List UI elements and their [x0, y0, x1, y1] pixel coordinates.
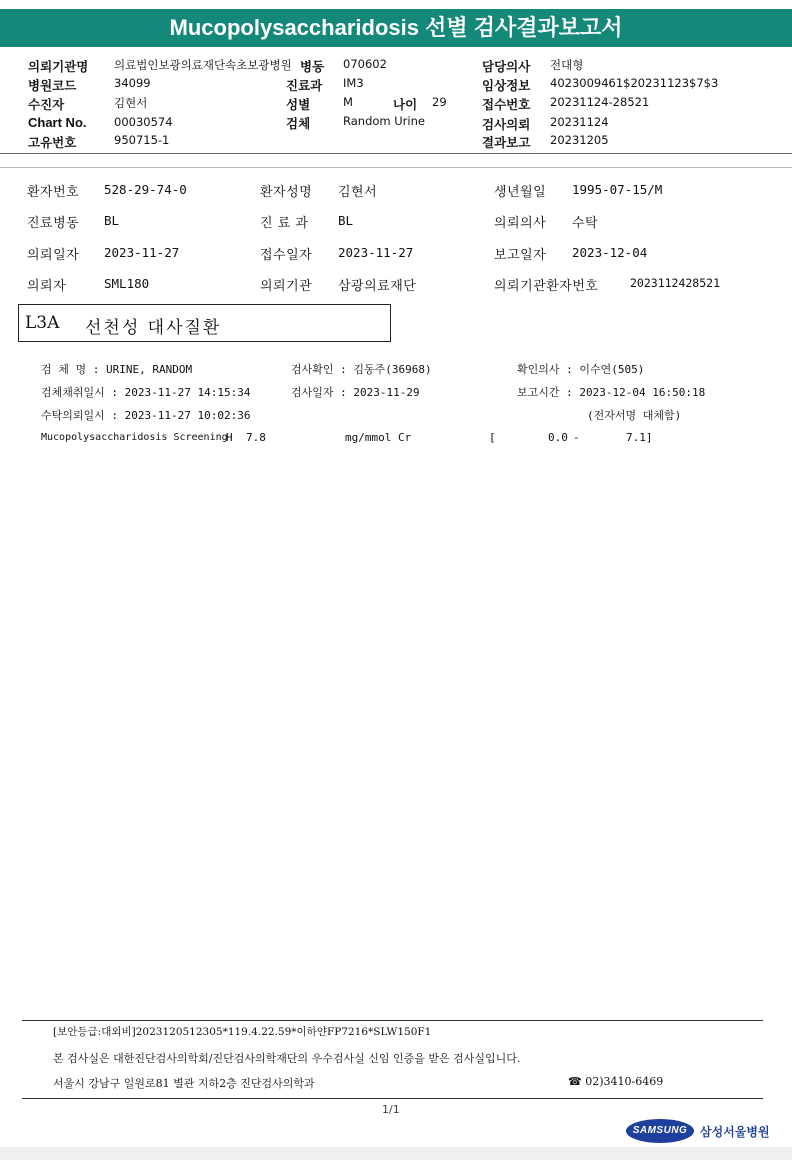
sex-label: 성별: [286, 97, 311, 112]
clinical-label: 임상정보: [482, 78, 531, 93]
repdate-value: 2023-12-04: [572, 245, 648, 260]
institution-label: 의뢰기관명: [28, 59, 89, 74]
result-ref-high: 7.1]: [626, 431, 653, 444]
footer-top-rule: [22, 1020, 763, 1021]
reqdate-value: 2023-11-27: [104, 245, 180, 260]
chart-value: 00030574: [114, 115, 173, 129]
result-ref-low: 0.0: [548, 431, 568, 444]
ward-label: 진료병동: [27, 216, 80, 231]
footer-bottom-rule: [22, 1098, 763, 1099]
result-test-name: Mucopolysaccharidosis Screening: [41, 432, 228, 443]
dept-value: IM3: [343, 76, 364, 90]
result-unit: mg/mmol Cr: [345, 431, 412, 444]
instpid-label: 의뢰기관환자번호: [494, 279, 599, 294]
req-doctor-label: 의뢰의사: [494, 216, 547, 231]
name-label: 환자성명: [260, 185, 313, 200]
section-header-box: [18, 304, 391, 342]
dept-label: 진 료 과: [260, 216, 309, 231]
recdate-label: 접수일자: [260, 248, 313, 263]
recdate-value: 2023-11-27: [338, 245, 414, 260]
institution-value: 의료법인보광의료재단속초보광병원: [114, 58, 292, 72]
result-ref-sep: -: [573, 431, 580, 444]
report-label: 결과보고: [482, 135, 531, 150]
unique-value: 950715-1: [114, 133, 170, 147]
detail-confirm: 검사확인 : 김동주(36968): [291, 363, 432, 376]
dob-value: 1995-07-15/M: [572, 182, 663, 197]
repdate-label: 보고일자: [494, 248, 547, 263]
pid-value: 528-29-74-0: [104, 182, 187, 197]
detail-collect: 검체채취일시 : 2023-11-27 14:15:34: [41, 386, 251, 399]
dept-label: 진료과: [286, 78, 323, 93]
request-value: 20231124: [550, 115, 609, 129]
ward-label: 병동: [300, 59, 325, 74]
detail-confirm-doctor: 확인의사 : 이수연(505): [517, 363, 645, 376]
ward-value: 070602: [343, 57, 387, 71]
section-code: L3A: [25, 313, 60, 333]
patient-value: 김현서: [114, 96, 148, 110]
dob-label: 생년월일: [494, 185, 547, 200]
inst-value: 삼광의료재단: [338, 279, 417, 294]
footer-phone: ☎ 02)3410-6469: [568, 1075, 664, 1088]
reqdate-label: 의뢰일자: [27, 248, 80, 263]
header-divider: [0, 153, 792, 154]
patient-label: 수진자: [28, 97, 65, 112]
req-doctor-value: 수탁: [572, 216, 599, 231]
receipt-value: 20231124-28521: [550, 95, 650, 109]
clinical-value: 4023009461$20231123$7$3: [550, 76, 719, 90]
instpid-value: 2023112428521: [630, 276, 721, 290]
samsung-logo-icon: SAMSUNG: [626, 1119, 694, 1143]
specimen-label: 검체: [286, 116, 311, 131]
detail-consign: 수탁의뢰일시 : 2023-11-27 10:02:36: [41, 409, 251, 422]
age-label: 나이: [393, 97, 418, 112]
detail-specimen: 검 체 명 : URINE, RANDOM: [41, 363, 193, 376]
request-label: 검사의뢰: [482, 117, 531, 132]
hospcode-label: 병원코드: [28, 78, 77, 93]
pid-label: 환자번호: [27, 185, 80, 200]
result-value: 7.8: [246, 431, 266, 444]
detail-esign: (전자서명 대체함): [587, 409, 682, 422]
doctor-value: 전대형: [550, 58, 584, 72]
detail-testdate: 검사일자 : 2023-11-29: [291, 386, 420, 399]
hospital-logo-text: 삼성서울병원: [700, 1125, 770, 1139]
dept-value: BL: [338, 213, 354, 228]
name-value: 김현서: [338, 185, 378, 200]
ward-value: BL: [104, 213, 120, 228]
requester-value: SML180: [104, 276, 150, 291]
inst-label: 의뢰기관: [260, 279, 313, 294]
footer-cert: 본 검사실은 대한진단검사의학회/진단검사의학재단의 우수검사실 신임 인증을 받은 검사실입니다.: [53, 1052, 521, 1065]
result-flag: H: [226, 431, 233, 444]
report-value: 20231205: [550, 133, 609, 147]
receipt-label: 접수번호: [482, 97, 531, 112]
unique-label: 고유번호: [28, 135, 77, 150]
footer-address: 서울시 강남구 일원로81 별관 지하2층 진단검사의학과: [53, 1077, 315, 1090]
chart-label: Chart No.: [28, 115, 87, 130]
sex-value: M: [343, 95, 353, 109]
footer-security: [보안등급:대외비]2023120512305*119.4.22.59*이하얀FP7216*SLW150F1: [53, 1026, 432, 1038]
requester-label: 의뢰자: [27, 279, 67, 294]
section-title: 선천성 대사질환: [85, 318, 222, 338]
page-number: 1/1: [382, 1103, 400, 1116]
report-title-banner: Mucopolysaccharidosis 선별 검사결과보고서: [0, 9, 792, 47]
hospcode-value: 34099: [114, 76, 151, 90]
doctor-label: 담당의사: [482, 59, 531, 74]
header-divider-2: [0, 167, 792, 168]
bottom-strip: [0, 1147, 792, 1160]
specimen-value: Random Urine: [343, 114, 425, 128]
detail-reporttime: 보고시간 : 2023-12-04 16:50:18: [517, 386, 706, 399]
age-value: 29: [432, 95, 447, 109]
result-ref-open: [: [489, 431, 496, 444]
